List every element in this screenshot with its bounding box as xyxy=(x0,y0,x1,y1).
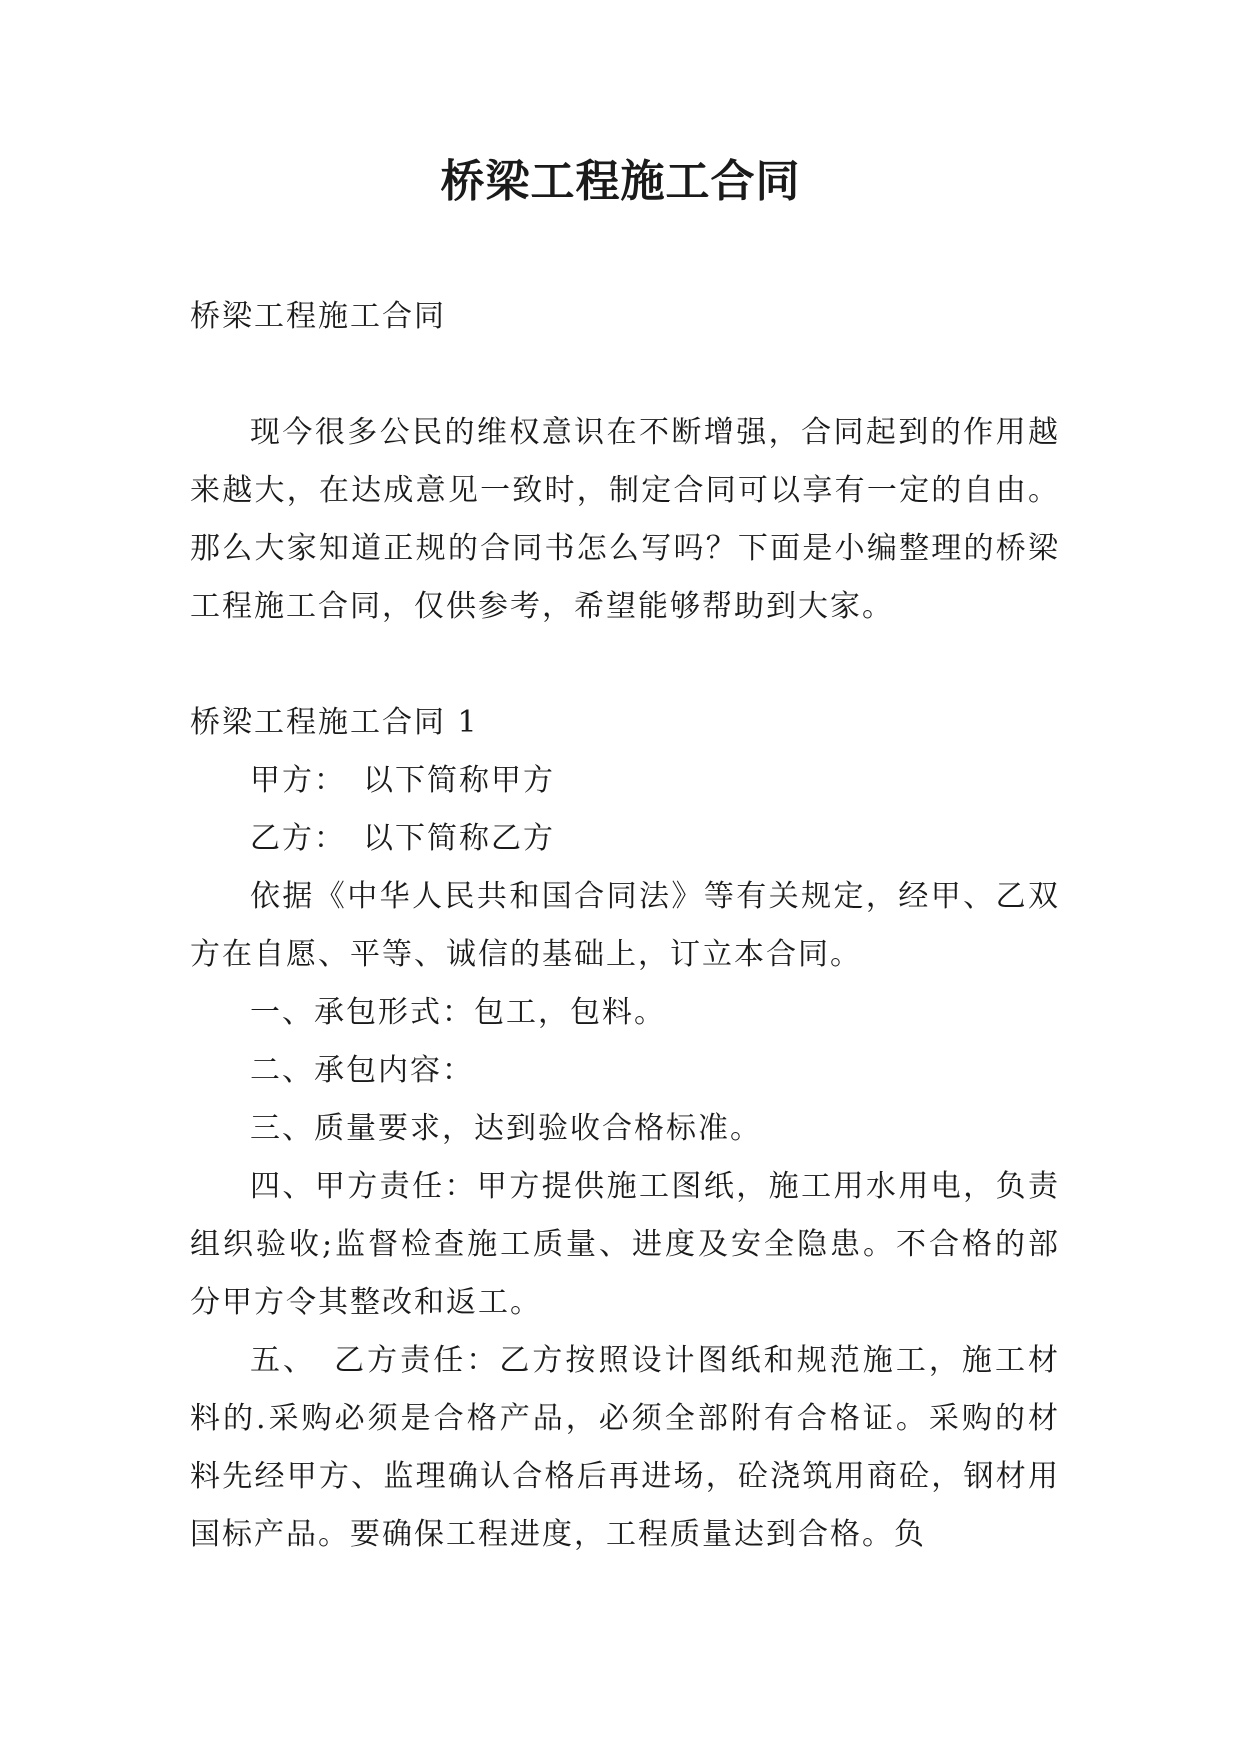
paragraph-spacer xyxy=(190,346,1060,404)
clause-5: 五、 乙方责任：乙方按照设计图纸和规范施工，施工材料的.采购必须是合格产品，必须全部附有合格证。采购的材料先经甲方、监理确认合格后再进场，砼浇筑用商砼，钢材用国标产品。要确保工程进度，工程质量达到合格。负 xyxy=(190,1343,1060,1552)
clause-2: 二、承包内容： xyxy=(250,1053,474,1088)
document-subtitle: 桥梁工程施工合同 xyxy=(190,299,446,334)
party-a-line: 甲方： 以下简称甲方 xyxy=(250,763,555,798)
section-heading: 桥梁工程施工合同 1 xyxy=(190,705,479,740)
party-b-line: 乙方： 以下简称乙方 xyxy=(250,821,555,856)
document-body xyxy=(190,288,1060,1564)
intro-paragraph: 现今很多公民的维权意识在不断增强，合同起到的作用越来越大，在达成意见一致时，制定合同可以享有一定的自由。那么大家知道正规的合同书怎么写吗？下面是小编整理的桥梁工程施工合同，仅供参考，希望能够帮助到大家。 xyxy=(190,415,1060,624)
clause-4: 四、甲方责任：甲方提供施工图纸，施工用水用电，负责组织验收;监督检查施工质量、进度及安全隐患。不合格的部分甲方令其整改和返工。 xyxy=(190,1169,1060,1320)
clause-1: 一、承包形式：包工，包料。 xyxy=(250,995,666,1030)
paragraph-spacer xyxy=(190,636,1060,694)
basis-paragraph: 依据《中华人民共和国合同法》等有关规定，经甲、乙双方在自愿、平等、诚信的基础上，订立本合同。 xyxy=(190,879,1060,972)
clause-3: 三、质量要求，达到验收合格标准。 xyxy=(250,1111,762,1146)
document-title: 桥梁工程施工合同 xyxy=(440,156,801,207)
